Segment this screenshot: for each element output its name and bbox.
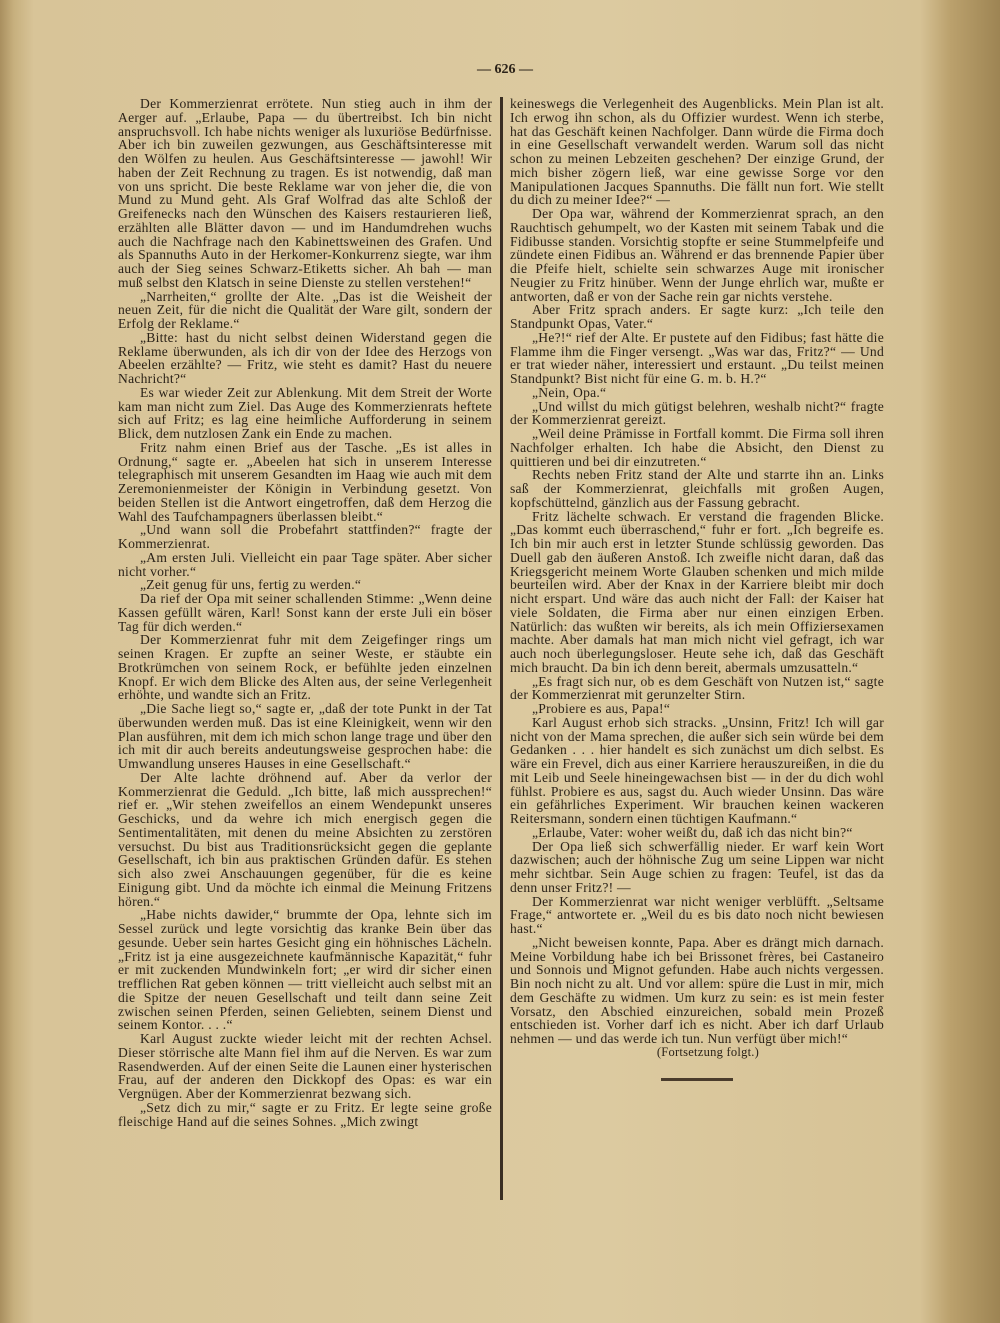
- paragraph: Karl August erhob sich stracks. „Unsinn, Fritz! Ich will gar nicht von der Mama sprechen, die außer sich sein würde bei dem Gedanken . . . hier handelt es sich zunächst um dich selbst. Es wäre ein Frevel, dich aus einer Karriere herauszureißen, in die du mit Leib und Seele hineingewachsen bist — in der du dich wohl fühlst. Probiere es aus, sagst du. Auch wieder Unsinn. Das wäre ein gefährliches Experiment. Wir brauchen keinen wackeren Reitersmann, sondern einen tüchtigen Kaufmann.“: [510, 714, 884, 826]
- paragraph: Es war wieder Zeit zur Ablenkung. Mit dem Streit der Worte kam man nicht zum Ziel. Das Auge des Kommerzienrats heftete sich auf Fritz; es lag eine heimliche Aufforderung in seinem Blick, dem nutzlosen Zank ein Ende zu machen.: [118, 384, 492, 441]
- right-column: [510, 97, 884, 1081]
- paragraph: Aber Fritz sprach anders. Er sagte kurz: „Ich teile den Standpunkt Opas, Vater.“: [510, 302, 884, 331]
- paragraph: Der Alte lachte dröhnend auf. Aber da verlor der Kommerzienrat die Geduld. „Ich bitte, laß mich aussprechen!“ rief er. „Wir stehen zweifellos an einem Wendepunkt unseres Geschicks, und da wehre ich mich energisch gegen die Sentimentalitäten, mit denen du meine Absichten zu zerstören versuchst. Du bist aus Traditionsrücksicht gegen die geplante Gesellschaft, ich bin aus praktischen Gründen dafür. Es stehen sich also zwei Anschauungen gegenüber, für die es keine Einigung gibt. Und da möchte ich einmal die Meinung Fritzens hören.“: [118, 769, 492, 909]
- paragraph: Der Kommerzienrat errötete. Nun stieg auch in ihm der Aerger auf. „Erlaube, Papa — du übertreibst. Ich bin nicht anspruchsvoll. Ich habe nichts weniger als luxuriöse Bedürfnisse. Aber ich bin zuweilen gezwungen, aus Geschäftsinteresse mit den Wölfen zu heulen. Aus Geschäftsinteresse — jawohl! Wir haben der Zeit Rechnung zu tragen. Es ist notwendig, daß man von uns spricht. Die beste Reklame war von jeher die, die von Mund zu Mund geht. Als Graf Wolfrad das alte Schloß der Greifenecks nach den Wünschen des Kaisers restaurieren ließ, erzählten alle Blätter davon — und im Handumdrehen wuchs auch die Nachfrage nach den Kabinettsweinen des Grafen. Und als Spannuths Auto in der Herkomer-Konkurrenz siegte, war ihm auch der Sieg seines Schwarz-Etiketts sicher. Ah bah — man muß selbst den Klatsch in seine Dienste zu stellen verstehen!“: [118, 96, 492, 290]
- paragraph: Fritz nahm einen Brief aus der Tasche. „Es ist alles in Ordnung,“ sagte er. „Abeelen hat sich in unserem Interesse telegraphisch mit unserem Gesandten im Haag wie auch mit dem Zeremonienmeister der Königin in Verbindung gesetzt. Von beiden Stellen ist die Antwort eingetroffen, daß dem Herzog die Wahl des Taufchampagners überlassen bleibt.“: [118, 439, 492, 524]
- paragraph: „He?!“ rief der Alte. Er pustete auf den Fidibus; fast hätte die Flamme ihm die Finger versengt. „Was war das, Fritz?“ — Und er trat wieder näher, interessiert und erstaunt. „Du teilst meinen Standpunkt? Bist nicht für eine G. m. b. H.?“: [510, 329, 884, 386]
- paragraph: „Probiere es aus, Papa!“: [532, 701, 671, 716]
- paragraph: „Und willst du mich gütigst belehren, weshalb nicht?“ fragte der Kommerzienrat gereizt.: [510, 398, 884, 428]
- paragraph: „Bitte: hast du nicht selbst deinen Widerstand gegen die Reklame überwunden, als ich dir von der Idee des Herzogs von Abeelen erzählte? — Fritz, wie steht es damit? Hast du neuere Nachricht?“: [118, 329, 492, 386]
- paragraph: Der Kommerzienrat fuhr mit dem Zeigefinger rings um seinen Kragen. Er zupfte an seiner Weste, er stäubte ein Brotkrümchen von seinem Rock, er befühlte jeden einzelnen Knopf. Er wich dem Blicke des Alten aus, der seine Verlegenheit erhöhte, und wandte sich an Fritz.: [118, 632, 492, 703]
- paragraph: Rechts neben Fritz stand der Alte und starrte ihn an. Links saß der Kommerzienrat, gleichfalls mit großen Augen, kopfschüttelnd, gänzlich aus der Fassung gebracht.: [510, 467, 884, 510]
- paragraph: Fritz lächelte schwach. Er verstand die fragenden Blicke. „Das kommt euch überraschend,“ fuhr er fort. „Ich begreife es. Ich bin mir auch erst in letzter Stunde schlüssig geworden. Das Duell gab den äußeren Anstoß. Ich zweifle nicht daran, daß das Kriegsgericht meinem Worte Glauben schenken und mich milde beurteilen wird. Aber der Knax in der Karriere bleibt mir doch nicht erspart. Und wäre das auch nicht der Fall: der Kaiser hat viele Soldaten, die Firma aber nur einen einzigen Erben. Natürlich: das wußten wir bereits, als ich mein Offiziersexamen machte. Aber damals hat man mich nicht viel gefragt, ich war auch noch überlegungsloser. Heute sehe ich, daß das Geschäft mich braucht. Da bin ich denn bereit, abermals umzusatteln.“: [510, 508, 884, 675]
- page-number: — 626 —: [477, 62, 533, 77]
- paragraph: „Nicht beweisen konnte, Papa. Aber es drängt mich darnach. Meine Vorbildung habe ich bei Brissonet frères, bei Castaneiro und Sonnois und Mignot gefunden. Habe auch nichts vergessen. Bin noch nicht zu alt. Und vor allem: spüre die Lust in mir, mich dem Geschäfte zu widmen. Um kurz zu sein: es ist mein fester Vorsatz, den Abschied einzureichen, sobald mein Prozeß entschieden ist. Vorher darf ich es nicht. Aber ich darf Urlaub nehmen — und das werde ich tun. Nun verfügt über mich!“: [510, 934, 884, 1046]
- paragraph: Der Kommerzienrat war nicht weniger verblüfft. „Seltsame Frage,“ antwortete er. „Weil du es bis dato noch nicht bewiesen hast.“: [510, 893, 884, 936]
- paragraph: „Und wann soll die Probefahrt stattfinden?“ fragte der Kommerzienrat.: [118, 522, 492, 551]
- column-divider: [500, 97, 503, 1200]
- paragraph: „Setz dich zu mir,“ sagte er zu Fritz. Er legte seine große fleischige Hand auf die seines Sohnes. „Mich zwingt: [118, 1099, 492, 1129]
- paragraph: „Narrheiten,“ grollte der Alte. „Das ist die Weisheit der neuen Zeit, für die nicht die Qualität der Ware gilt, sondern der Erfolg der Reklame.“: [118, 288, 492, 331]
- paragraph: Karl August zuckte wieder leicht mit der rechten Achsel. Dieser störrische alte Mann fiel ihm auf die Nerven. Es war zum Rasendwerden. Auf der einen Seite die Launen einer hysterischen Frau, auf der anderen den Dickkopf des Opas: es war ein Vergnügen. Aber der Kommerzienrat bezwang sich.: [118, 1031, 492, 1101]
- paragraph: Der Opa war, während der Kommerzienrat sprach, an den Rauchtisch gehumpelt, wo der Kasten mit seinem Tabak und die Fidibusse standen. Vorsichtig stopfte er seine Stummelpfeife und zündete einen Fidibus an. Während er das brennende Papier über die Pfeife hielt, schielte sein schwarzes Auge mit ironischer Neugier zu Fritz hinüber. Wenn der Junge ehrlich war, mußte er antworten, daß er von der Sache rein gar nichts verstehe.: [510, 206, 884, 304]
- left-column: [118, 97, 492, 1128]
- paragraph: Da rief der Opa mit seiner schallenden Stimme: „Wenn deine Kassen gefüllt wären, Karl! Sonst kann der erste Juli ein böser Tag für dich werden.“: [118, 591, 492, 634]
- paragraph: Der Opa ließ sich schwerfällig nieder. Er warf kein Wort dazwischen; auch der höhnische Zug um seine Lippen war nicht mehr sichtbar. Sein Auge schien zu fragen: Teufel, ist das da denn unser Fritz?! —: [510, 838, 884, 895]
- paragraph: „Erlaube, Vater: woher weißt du, daß ich das nicht bin?“: [532, 824, 853, 840]
- paragraph: keineswegs die Verlegenheit des Augenblicks. Mein Plan ist alt. Ich erwog ihn schon, als du Offizier wurdest. Wenn ich sterbe, hat das Geschäft keinen Nachfolger. Dann würde die Firma doch in eine Gesellschaft verwandelt werden. Warum soll das nicht schon zu meinen Lebzeiten geschehen? Der einzige Grund, der mich bisher zögern ließ, war eine gewisse Sorge vor den Manipulationen Jacques Spannuths. Die fällt nun fort. Wie stellt du dich zu meiner Idee?“ —: [510, 96, 884, 208]
- paragraph: „Nein, Opa.“: [532, 384, 607, 400]
- paragraph: „Die Sache liegt so,“ sagte er, „daß der tote Punkt in der Tat überwunden werden muß. Das ist eine Kleinigkeit, wenn wir den Plan ausführen, mit dem ich mich schon lange trage und über den ich mit dir auch bereits andeutungsweise gesprochen habe: die Umwandlung unseres Hauses in eine Gesellschaft.“: [118, 701, 492, 771]
- end-rule: [661, 1078, 733, 1081]
- paragraph: „Habe nichts dawider,“ brummte der Opa, lehnte sich im Sessel zurück und legte vorsichtig das kranke Bein über das gesunde. Ueber sein hartes Gesicht ging ein höhnisches Lächeln. „Fritz ist ja eine ausgezeichnete kaufmännische Kapazität,“ fuhr er mit zuckenden Mundwinkeln fort; „er wird dir sicher einen trefflichen Rat geben können — tritt vielleicht auch selbst mit an die Spitze der neuen Gesellschaft und teilt dann seine Zeit zwischen seinen Pferden, seinen Geliebten, seinem Dienst und seinem Kontor. . . .“: [118, 907, 492, 1033]
- paragraph: „Weil deine Prämisse in Fortfall kommt. Die Firma soll ihren Nachfolger erhalten. Ich habe die Absicht, den Dienst zu quittieren und bei dir einzutreten.“: [510, 426, 884, 469]
- continuation-note: (Fortsetzung folgt.): [656, 1044, 760, 1059]
- paragraph: „Am ersten Juli. Vielleicht ein paar Tage später. Aber sicher nicht vorher.“: [118, 549, 492, 579]
- paragraph: „Es fragt sich nur, ob es dem Geschäft von Nutzen ist,“ sagte der Kommerzienrat mit gerunzelter Stirn.: [510, 673, 884, 703]
- paragraph: „Zeit genug für uns, fertig zu werden.“: [140, 577, 362, 593]
